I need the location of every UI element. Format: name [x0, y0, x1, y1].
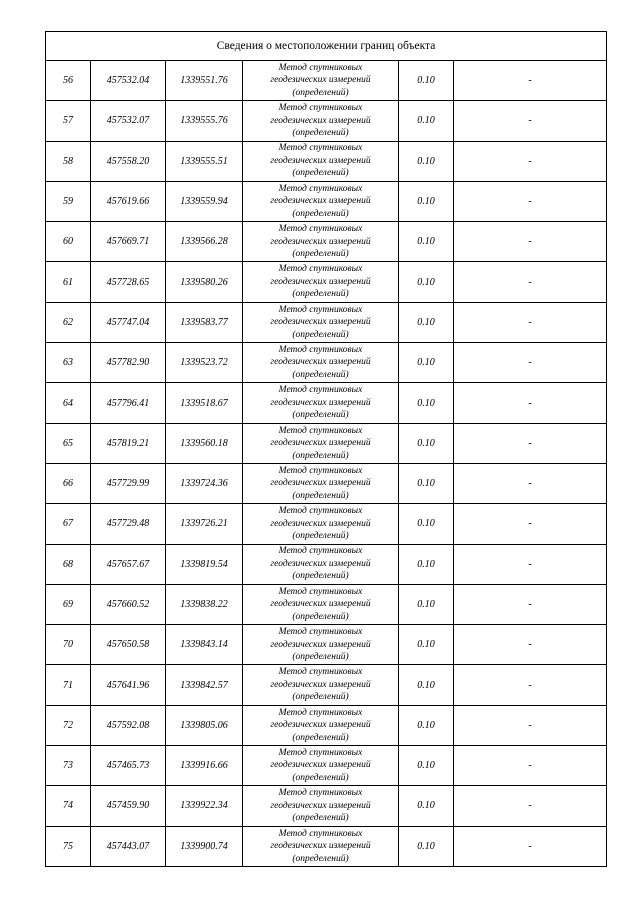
mean-error-cell: 0.10	[399, 302, 454, 342]
method-line: (определений)	[292, 853, 349, 864]
mean-error-cell: 0.10	[399, 584, 454, 624]
method-cell	[243, 665, 399, 705]
point-number-cell: 65	[46, 423, 91, 463]
mean-error-cell: 0.10	[399, 463, 454, 503]
y-coordinate-cell: 1339551.76	[166, 61, 243, 101]
method-line: геодезических измерений	[270, 357, 371, 368]
method-line: Метод спутниковых	[278, 586, 363, 597]
method-line: Метод спутниковых	[278, 546, 363, 557]
table-row	[46, 544, 607, 584]
method-cell	[243, 584, 399, 624]
mean-error-cell: 0.10	[399, 262, 454, 302]
mean-error-cell: 0.10	[399, 383, 454, 423]
method-cell	[243, 463, 399, 503]
point-number-cell: 71	[46, 665, 91, 705]
point-number-cell: 59	[46, 181, 91, 221]
x-coordinate-cell: 457657.67	[91, 544, 166, 584]
description-cell: -	[454, 786, 607, 826]
method-line: (определений)	[292, 652, 349, 663]
method-cell	[243, 302, 399, 342]
description-cell: -	[454, 101, 607, 141]
point-number-cell: 68	[46, 544, 91, 584]
method-cell	[243, 544, 399, 584]
y-coordinate-cell: 1339559.94	[166, 181, 243, 221]
x-coordinate-cell: 457443.07	[91, 826, 166, 866]
point-number-cell: 64	[46, 383, 91, 423]
x-coordinate-cell: 457669.71	[91, 222, 166, 262]
method-line: геодезических измерений	[270, 518, 371, 529]
table-row	[46, 705, 607, 745]
description-cell: -	[454, 665, 607, 705]
method-line: Метод спутниковых	[278, 103, 363, 114]
mean-error-cell: 0.10	[399, 423, 454, 463]
point-number-cell: 73	[46, 746, 91, 786]
point-number-cell: 62	[46, 302, 91, 342]
method-line: (определений)	[292, 128, 349, 139]
point-number-cell: 63	[46, 343, 91, 383]
method-cell	[243, 826, 399, 866]
description-cell: -	[454, 61, 607, 101]
method-line: геодезических измерений	[270, 115, 371, 126]
mean-error-cell: 0.10	[399, 746, 454, 786]
mean-error-cell: 0.10	[399, 181, 454, 221]
method-cell	[243, 61, 399, 101]
x-coordinate-cell: 457660.52	[91, 584, 166, 624]
mean-error-cell: 0.10	[399, 61, 454, 101]
description-cell: -	[454, 826, 607, 866]
description-cell: -	[454, 746, 607, 786]
method-line: (определений)	[292, 490, 349, 501]
method-line: Метод спутниковых	[278, 707, 363, 718]
y-coordinate-cell: 1339819.54	[166, 544, 243, 584]
point-number-cell: 58	[46, 141, 91, 181]
x-coordinate-cell: 457619.66	[91, 181, 166, 221]
method-line: Метод спутниковых	[278, 828, 363, 839]
method-line: Метод спутниковых	[278, 183, 363, 194]
point-number-cell: 67	[46, 504, 91, 544]
method-cell	[243, 181, 399, 221]
x-coordinate-cell: 457532.07	[91, 101, 166, 141]
y-coordinate-cell: 1339838.22	[166, 584, 243, 624]
method-line: Метод спутниковых	[278, 143, 363, 154]
method-cell	[243, 504, 399, 544]
table-row	[46, 826, 607, 866]
method-line: Метод спутниковых	[278, 264, 363, 275]
mean-error-cell: 0.10	[399, 504, 454, 544]
table-row	[46, 262, 607, 302]
method-line: геодезических измерений	[270, 196, 371, 207]
table-row	[46, 584, 607, 624]
method-line: геодезических измерений	[270, 236, 371, 247]
table-row	[46, 665, 607, 705]
method-cell	[243, 625, 399, 665]
boundary-table	[45, 31, 607, 867]
method-line: (определений)	[292, 87, 349, 98]
method-line: Метод спутниковых	[278, 224, 363, 235]
table-row	[46, 61, 607, 101]
method-line: Метод спутниковых	[278, 425, 363, 436]
method-line: геодезических измерений	[270, 720, 371, 731]
method-line: Метод спутниковых	[278, 385, 363, 396]
method-line: (определений)	[292, 813, 349, 824]
table-row	[46, 504, 607, 544]
table-row	[46, 625, 607, 665]
method-line: (определений)	[292, 772, 349, 783]
method-cell	[243, 705, 399, 745]
method-line: Метод спутниковых	[278, 465, 363, 476]
method-cell	[243, 222, 399, 262]
table-row	[46, 101, 607, 141]
method-cell	[243, 262, 399, 302]
table-row	[46, 141, 607, 181]
mean-error-cell: 0.10	[399, 826, 454, 866]
method-line: (определений)	[292, 410, 349, 421]
mean-error-cell: 0.10	[399, 544, 454, 584]
method-line: геодезических измерений	[270, 841, 371, 852]
y-coordinate-cell: 1339560.18	[166, 423, 243, 463]
y-coordinate-cell: 1339805.06	[166, 705, 243, 745]
method-line: геодезических измерений	[270, 276, 371, 287]
description-cell: -	[454, 463, 607, 503]
description-cell: -	[454, 222, 607, 262]
x-coordinate-cell: 457592.08	[91, 705, 166, 745]
method-line: (определений)	[292, 329, 349, 340]
x-coordinate-cell: 457747.04	[91, 302, 166, 342]
x-coordinate-cell: 457796.41	[91, 383, 166, 423]
point-number-cell: 60	[46, 222, 91, 262]
method-line: геодезических измерений	[270, 679, 371, 690]
y-coordinate-cell: 1339555.76	[166, 101, 243, 141]
point-number-cell: 70	[46, 625, 91, 665]
point-number-cell: 72	[46, 705, 91, 745]
table-title: Сведения о местоположении границ объекта	[46, 32, 607, 61]
method-line: (определений)	[292, 692, 349, 703]
description-cell: -	[454, 625, 607, 665]
method-line: Метод спутниковых	[278, 788, 363, 799]
description-cell: -	[454, 181, 607, 221]
mean-error-cell: 0.10	[399, 625, 454, 665]
method-line: геодезических измерений	[270, 438, 371, 449]
x-coordinate-cell: 457782.90	[91, 343, 166, 383]
description-cell: -	[454, 705, 607, 745]
method-line: (определений)	[292, 369, 349, 380]
method-line: (определений)	[292, 208, 349, 219]
method-line: геодезических измерений	[270, 155, 371, 166]
description-cell: -	[454, 584, 607, 624]
method-line: (определений)	[292, 289, 349, 300]
title-row	[46, 32, 607, 61]
mean-error-cell: 0.10	[399, 343, 454, 383]
point-number-cell: 66	[46, 463, 91, 503]
description-cell: -	[454, 302, 607, 342]
mean-error-cell: 0.10	[399, 665, 454, 705]
y-coordinate-cell: 1339842.57	[166, 665, 243, 705]
method-cell	[243, 746, 399, 786]
y-coordinate-cell: 1339555.51	[166, 141, 243, 181]
mean-error-cell: 0.10	[399, 141, 454, 181]
method-line: Метод спутниковых	[278, 506, 363, 517]
method-line: Метод спутниковых	[278, 62, 363, 73]
method-line: Метод спутниковых	[278, 627, 363, 638]
table-row	[46, 222, 607, 262]
method-line: геодезических измерений	[270, 478, 371, 489]
method-cell	[243, 343, 399, 383]
y-coordinate-cell: 1339523.72	[166, 343, 243, 383]
method-cell	[243, 141, 399, 181]
point-number-cell: 74	[46, 786, 91, 826]
description-cell: -	[454, 544, 607, 584]
mean-error-cell: 0.10	[399, 101, 454, 141]
description-cell: -	[454, 423, 607, 463]
y-coordinate-cell: 1339724.36	[166, 463, 243, 503]
x-coordinate-cell: 457465.73	[91, 746, 166, 786]
table-row	[46, 786, 607, 826]
point-number-cell: 69	[46, 584, 91, 624]
y-coordinate-cell: 1339583.77	[166, 302, 243, 342]
method-line: геодезических измерений	[270, 397, 371, 408]
method-line: Метод спутниковых	[278, 667, 363, 678]
table-row	[46, 383, 607, 423]
table-body	[46, 32, 607, 867]
method-line: (определений)	[292, 249, 349, 260]
method-line: геодезических измерений	[270, 760, 371, 771]
x-coordinate-cell: 457729.48	[91, 504, 166, 544]
method-line: геодезических измерений	[270, 75, 371, 86]
method-line: (определений)	[292, 611, 349, 622]
mean-error-cell: 0.10	[399, 705, 454, 745]
x-coordinate-cell: 457641.96	[91, 665, 166, 705]
description-cell: -	[454, 141, 607, 181]
table-row	[46, 343, 607, 383]
method-cell	[243, 786, 399, 826]
mean-error-cell: 0.10	[399, 222, 454, 262]
method-line: геодезических измерений	[270, 558, 371, 569]
y-coordinate-cell: 1339922.34	[166, 786, 243, 826]
table-row	[46, 423, 607, 463]
point-number-cell: 75	[46, 826, 91, 866]
method-line: (определений)	[292, 168, 349, 179]
x-coordinate-cell: 457650.58	[91, 625, 166, 665]
description-cell: -	[454, 343, 607, 383]
method-line: Метод спутниковых	[278, 304, 363, 315]
method-line: (определений)	[292, 531, 349, 542]
method-line: Метод спутниковых	[278, 747, 363, 758]
x-coordinate-cell: 457728.65	[91, 262, 166, 302]
table-row	[46, 181, 607, 221]
y-coordinate-cell: 1339916.66	[166, 746, 243, 786]
method-line: геодезических измерений	[270, 599, 371, 610]
table-row	[46, 746, 607, 786]
method-cell	[243, 423, 399, 463]
description-cell: -	[454, 504, 607, 544]
x-coordinate-cell: 457532.04	[91, 61, 166, 101]
x-coordinate-cell: 457819.21	[91, 423, 166, 463]
table-row	[46, 302, 607, 342]
mean-error-cell: 0.10	[399, 786, 454, 826]
description-cell: -	[454, 262, 607, 302]
table-row	[46, 463, 607, 503]
x-coordinate-cell: 457558.20	[91, 141, 166, 181]
point-number-cell: 61	[46, 262, 91, 302]
y-coordinate-cell: 1339843.14	[166, 625, 243, 665]
y-coordinate-cell: 1339726.21	[166, 504, 243, 544]
method-line: геодезических измерений	[270, 800, 371, 811]
x-coordinate-cell: 457459.90	[91, 786, 166, 826]
method-line: (определений)	[292, 450, 349, 461]
y-coordinate-cell: 1339580.26	[166, 262, 243, 302]
method-cell	[243, 383, 399, 423]
method-line: (определений)	[292, 571, 349, 582]
y-coordinate-cell: 1339566.28	[166, 222, 243, 262]
method-line: Метод спутниковых	[278, 344, 363, 355]
x-coordinate-cell: 457729.99	[91, 463, 166, 503]
method-line: (определений)	[292, 732, 349, 743]
y-coordinate-cell: 1339900.74	[166, 826, 243, 866]
y-coordinate-cell: 1339518.67	[166, 383, 243, 423]
method-line: геодезических измерений	[270, 639, 371, 650]
method-cell	[243, 101, 399, 141]
method-line: геодезических измерений	[270, 317, 371, 328]
point-number-cell: 57	[46, 101, 91, 141]
point-number-cell: 56	[46, 61, 91, 101]
description-cell: -	[454, 383, 607, 423]
